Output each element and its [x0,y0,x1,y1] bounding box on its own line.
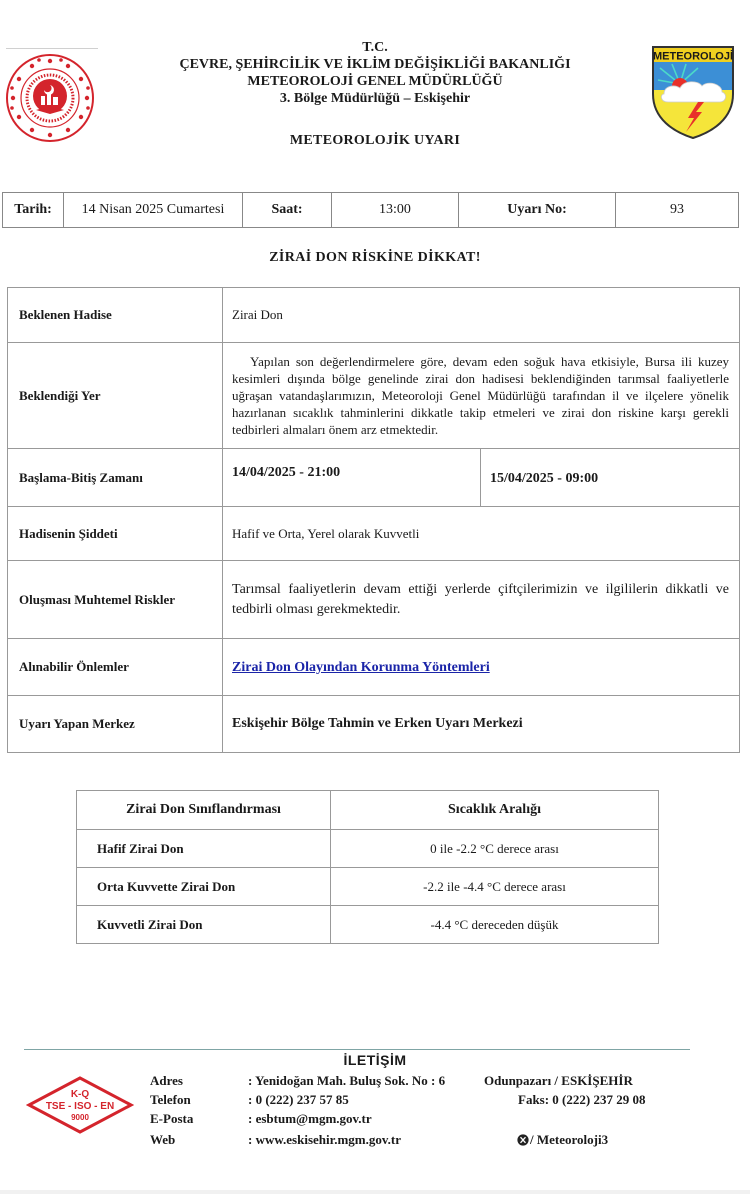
classification-name: Kuvvetli Zirai Don [77,906,331,944]
expected-location-label: Beklendiği Yer [8,343,223,449]
expected-event-value: Zirai Don [223,288,740,343]
social-x-icon [517,1134,529,1146]
document-title: METEOROLOJİK UYARI [289,133,461,148]
classification-header-range: Sıcaklık Aralığı [331,791,659,830]
tse-line3: 9000 [71,1113,89,1122]
row-time-range [8,449,740,507]
ministry-emblem-icon [4,52,96,144]
row-expected-location [8,343,740,449]
warning-title: ZİRAİ DON RİSKİNE DİKKAT! [269,250,481,265]
classification-header-row [77,791,659,830]
address-label: Adres [150,1073,183,1088]
issuer-value: Eskişehir Bölge Tahmin ve Erken Uyarı Merkezi [223,696,740,753]
phone-label: Telefon [150,1092,191,1107]
bottom-edge [0,1190,750,1194]
severity-value: Hafif ve Orta, Yerel olarak Kuvvetli [223,507,740,561]
row-issuer [8,696,740,753]
header-directorate: METEOROLOJİ GENEL MÜDÜRLÜĞÜ [247,74,503,89]
time-range-label: Başlama-Bitiş Zamanı [8,449,223,507]
email-label: E-Posta [150,1111,194,1126]
address-city: Odunpazarı / ESKİŞEHİR [484,1073,633,1088]
warning-no-label: Uyarı No: [459,193,616,228]
classification-range: -4.4 °C dereceden düşük [331,906,659,944]
tse-line2: TSE - ISO - EN [45,1101,115,1112]
tse-iso-certification-icon [26,1075,134,1135]
row-expected-event [8,288,740,343]
shield-text: METEOROLOJİ [652,50,734,63]
row-risks [8,561,740,639]
header-region: 3. Bölge Müdürlüğü – Eskişehir [279,91,471,106]
footer-rule [24,1049,690,1050]
time-value: 13:00 [332,193,459,228]
risks-value: Tarımsal faaliyetlerin devam ettiği yerlerde çiftçilerimizin ve ilgililerin dikkatli ve tedbirli olması gerekmektedir. [223,561,740,639]
warning-details-table [7,287,740,753]
expected-location-value: Yapılan son değerlendirmelere göre, devam eden soğuk hava etkisiyle, Bursa ili kuzey kesimleri dışında bölge genelinde zirai don hadisesi beklendiğinden tarımsal faaliyetlerle uğraşan vatandaşlarımızın, Meteoroloji Genel Müdürlüğü tarafından il ve ilçelere yönelik hazırlanan sıcaklık tahminlerini dikkatle takip etmeleri ve zirai don riskine karşı gerekli tedbirleri almaları önem arz etmektedir. [223,343,740,449]
header-rule [6,48,98,49]
issuer-label: Uyarı Yapan Merkez [8,696,223,753]
classification-name: Hafif Zirai Don [77,830,331,868]
header-state: T.C. [362,40,388,55]
meteoroloji-shield-icon [650,44,736,140]
email-value[interactable]: : esbtum@mgm.gov.tr [248,1111,372,1126]
measures-label: Alınabilir Önlemler [8,639,223,696]
date-label: Tarih: [3,193,64,228]
risks-label: Oluşması Muhtemel Riskler [8,561,223,639]
frost-classification-table [76,790,659,944]
classification-name: Orta Kuvvette Zirai Don [77,868,331,906]
tse-line1: K-Q [70,1089,90,1100]
expected-event-label: Beklenen Hadise [8,288,223,343]
classification-range: -2.2 ile -4.4 °C derece arası [331,868,659,906]
info-bar [2,192,739,228]
classification-header-name: Zirai Don Sınıflandırması [77,791,331,830]
social-handle-text: / Meteoroloji3 [530,1132,609,1147]
time-range-start: 14/04/2025 - 21:00 [223,449,481,507]
table-row [77,868,659,906]
web-value[interactable]: : www.eskisehir.mgm.gov.tr [248,1132,401,1147]
web-label: Web [150,1132,176,1147]
table-row [77,906,659,944]
fax-value: Faks: 0 (222) 237 29 08 [518,1092,646,1107]
date-value: 14 Nisan 2025 Cumartesi [64,193,243,228]
address-value: : Yenidoğan Mah. Buluş Sok. No : 6 [248,1073,446,1088]
table-row [77,830,659,868]
header-ministry: ÇEVRE, ŞEHİRCİLİK VE İKLİM DEĞİŞİKLİĞİ BAKANLIĞI [179,57,571,72]
warning-no-value: 93 [616,193,739,228]
classification-range: 0 ile -2.2 °C derece arası [331,830,659,868]
row-severity [8,507,740,561]
contact-title: İLETİŞİM [343,1052,407,1068]
time-label: Saat: [243,193,332,228]
row-measures [8,639,740,696]
severity-label: Hadisenin Şiddeti [8,507,223,561]
measures-cell [223,639,740,696]
phone-value[interactable]: : 0 (222) 237 57 85 [248,1092,349,1107]
frost-protection-methods-link[interactable]: Zirai Don Olayından Korunma Yöntemleri [232,659,490,675]
time-range-end: 15/04/2025 - 09:00 [481,449,740,507]
social-handle[interactable] [517,1132,608,1148]
